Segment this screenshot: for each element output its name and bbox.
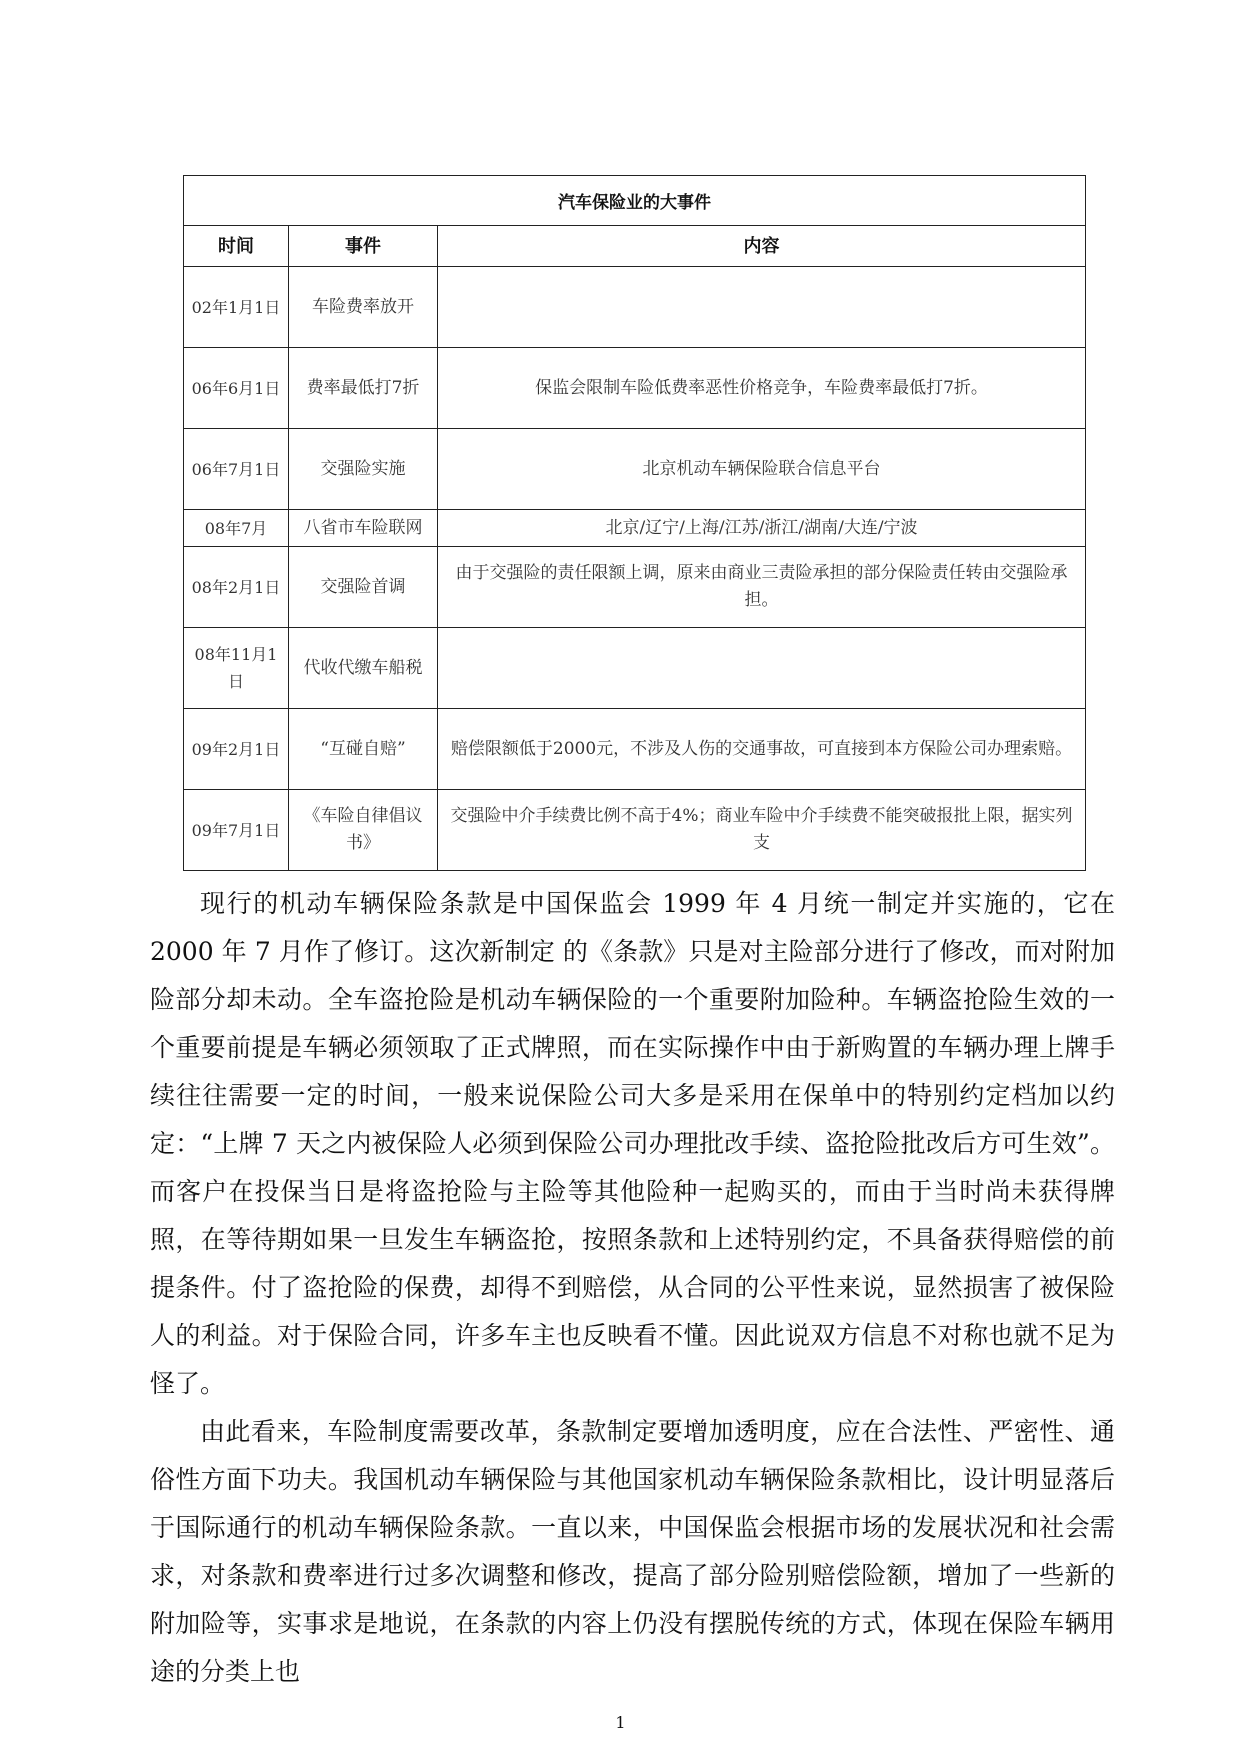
cell-time: 09年2月1日 [184, 709, 289, 790]
table-row [184, 628, 1086, 709]
cell-time: 08年7月 [184, 510, 289, 547]
header-content: 内容 [438, 226, 1086, 267]
cell-time: 09年7月1日 [184, 790, 289, 871]
cell-time: 08年2月1日 [184, 547, 289, 628]
table-row [184, 510, 1086, 547]
cell-content: 由于交强险的责任限额上调，原来由商业三责险承担的部分保险责任转由交强险承担。 [438, 547, 1086, 628]
page-number: 1 [615, 1713, 626, 1732]
cell-content: 北京/辽宁/上海/江苏/浙江/湖南/大连/宁波 [438, 510, 1086, 547]
cell-content [438, 628, 1086, 709]
table-row [184, 267, 1086, 348]
table-header-row [184, 226, 1086, 267]
paragraph: 由此看来，车险制度需要改革，条款制定要增加透明度，应在合法性、严密性、通俗性方面下功夫。我国机动车辆保险与其他国家机动车辆保险条款相比，设计明显落后于国际通行的机动车辆保险条款。一直以来，中国保监会根据市场的发展状况和社会需求，对条款和费率进行过多次调整和修改，提高了部分险别赔偿险额，增加了一些新的附加险等，实事求是地说，在条款的内容上仍没有摆脱传统的方式，体现在保险车辆用途的分类上也 [150, 1417, 1115, 1686]
body-text [150, 880, 1115, 1696]
header-time: 时间 [184, 226, 289, 267]
cell-content: 保监会限制车险低费率恶性价格竞争，车险费率最低打7折。 [438, 348, 1086, 429]
table-title-row [184, 176, 1086, 226]
paragraph: 现行的机动车辆保险条款是中国保监会 1999 年 4 月统一制定并实施的，它在 2000 年 7 月作了修订。这次新制定 的《条款》只是对主险部分进行了修改，而对附加险部分却未动。全车盗抢险是机动车辆保险的一个重要附加险种。车辆盗抢险生效的一个重要前提是车辆必须领取了正式牌照，而在实际操作中由于新购置的车辆办理上牌手续往往需要一定的时间，一般来说保险公司大多是采用在保单中的特别约定档加以约定：“上牌 7 天之内被保险人必须到保险公司办理批改手续、盗抢险批改后方可生效”。而客户在投保当日是将盗抢险与主险等其他险种一起购买的，而由于当时尚未获得牌照，在等待期如果一旦发生车辆盗抢，按照条款和上述特别约定，不具备获得赔偿的前提条件。付了盗抢险的保费，却得不到赔偿，从合同的公平性来说，显然损害了被保险人的利益。对于保险合同，许多车主也反映看不懂。因此说双方信息不对称也就不足为怪了。 [150, 889, 1115, 1398]
cell-event: 交强险首调 [289, 547, 438, 628]
cell-event: 交强险实施 [289, 429, 438, 510]
cell-event: 代收代缴车船税 [289, 628, 438, 709]
table-row [184, 790, 1086, 871]
cell-event: “互碰自赔” [289, 709, 438, 790]
events-table [183, 175, 1086, 871]
table-row [184, 547, 1086, 628]
cell-content: 赔偿限额低于2000元，不涉及人伤的交通事故，可直接到本方保险公司办理索赔。 [438, 709, 1086, 790]
header-event: 事件 [289, 226, 438, 267]
cell-event: 八省市车险联网 [289, 510, 438, 547]
cell-content [438, 267, 1086, 348]
cell-time: 06年7月1日 [184, 429, 289, 510]
table-row [184, 429, 1086, 510]
cell-event: 《车险自律倡议书》 [289, 790, 438, 871]
cell-time: 08年11月1日 [184, 628, 289, 709]
cell-time: 02年1月1日 [184, 267, 289, 348]
cell-content: 交强险中介手续费比例不高于4%；商业车险中介手续费不能突破报批上限，据实列支 [438, 790, 1086, 871]
table-title: 汽车保险业的大事件 [184, 176, 1086, 226]
cell-event: 费率最低打7折 [289, 348, 438, 429]
table-row [184, 709, 1086, 790]
cell-content: 北京机动车辆保险联合信息平台 [438, 429, 1086, 510]
cell-event: 车险费率放开 [289, 267, 438, 348]
table-row [184, 348, 1086, 429]
cell-time: 06年6月1日 [184, 348, 289, 429]
